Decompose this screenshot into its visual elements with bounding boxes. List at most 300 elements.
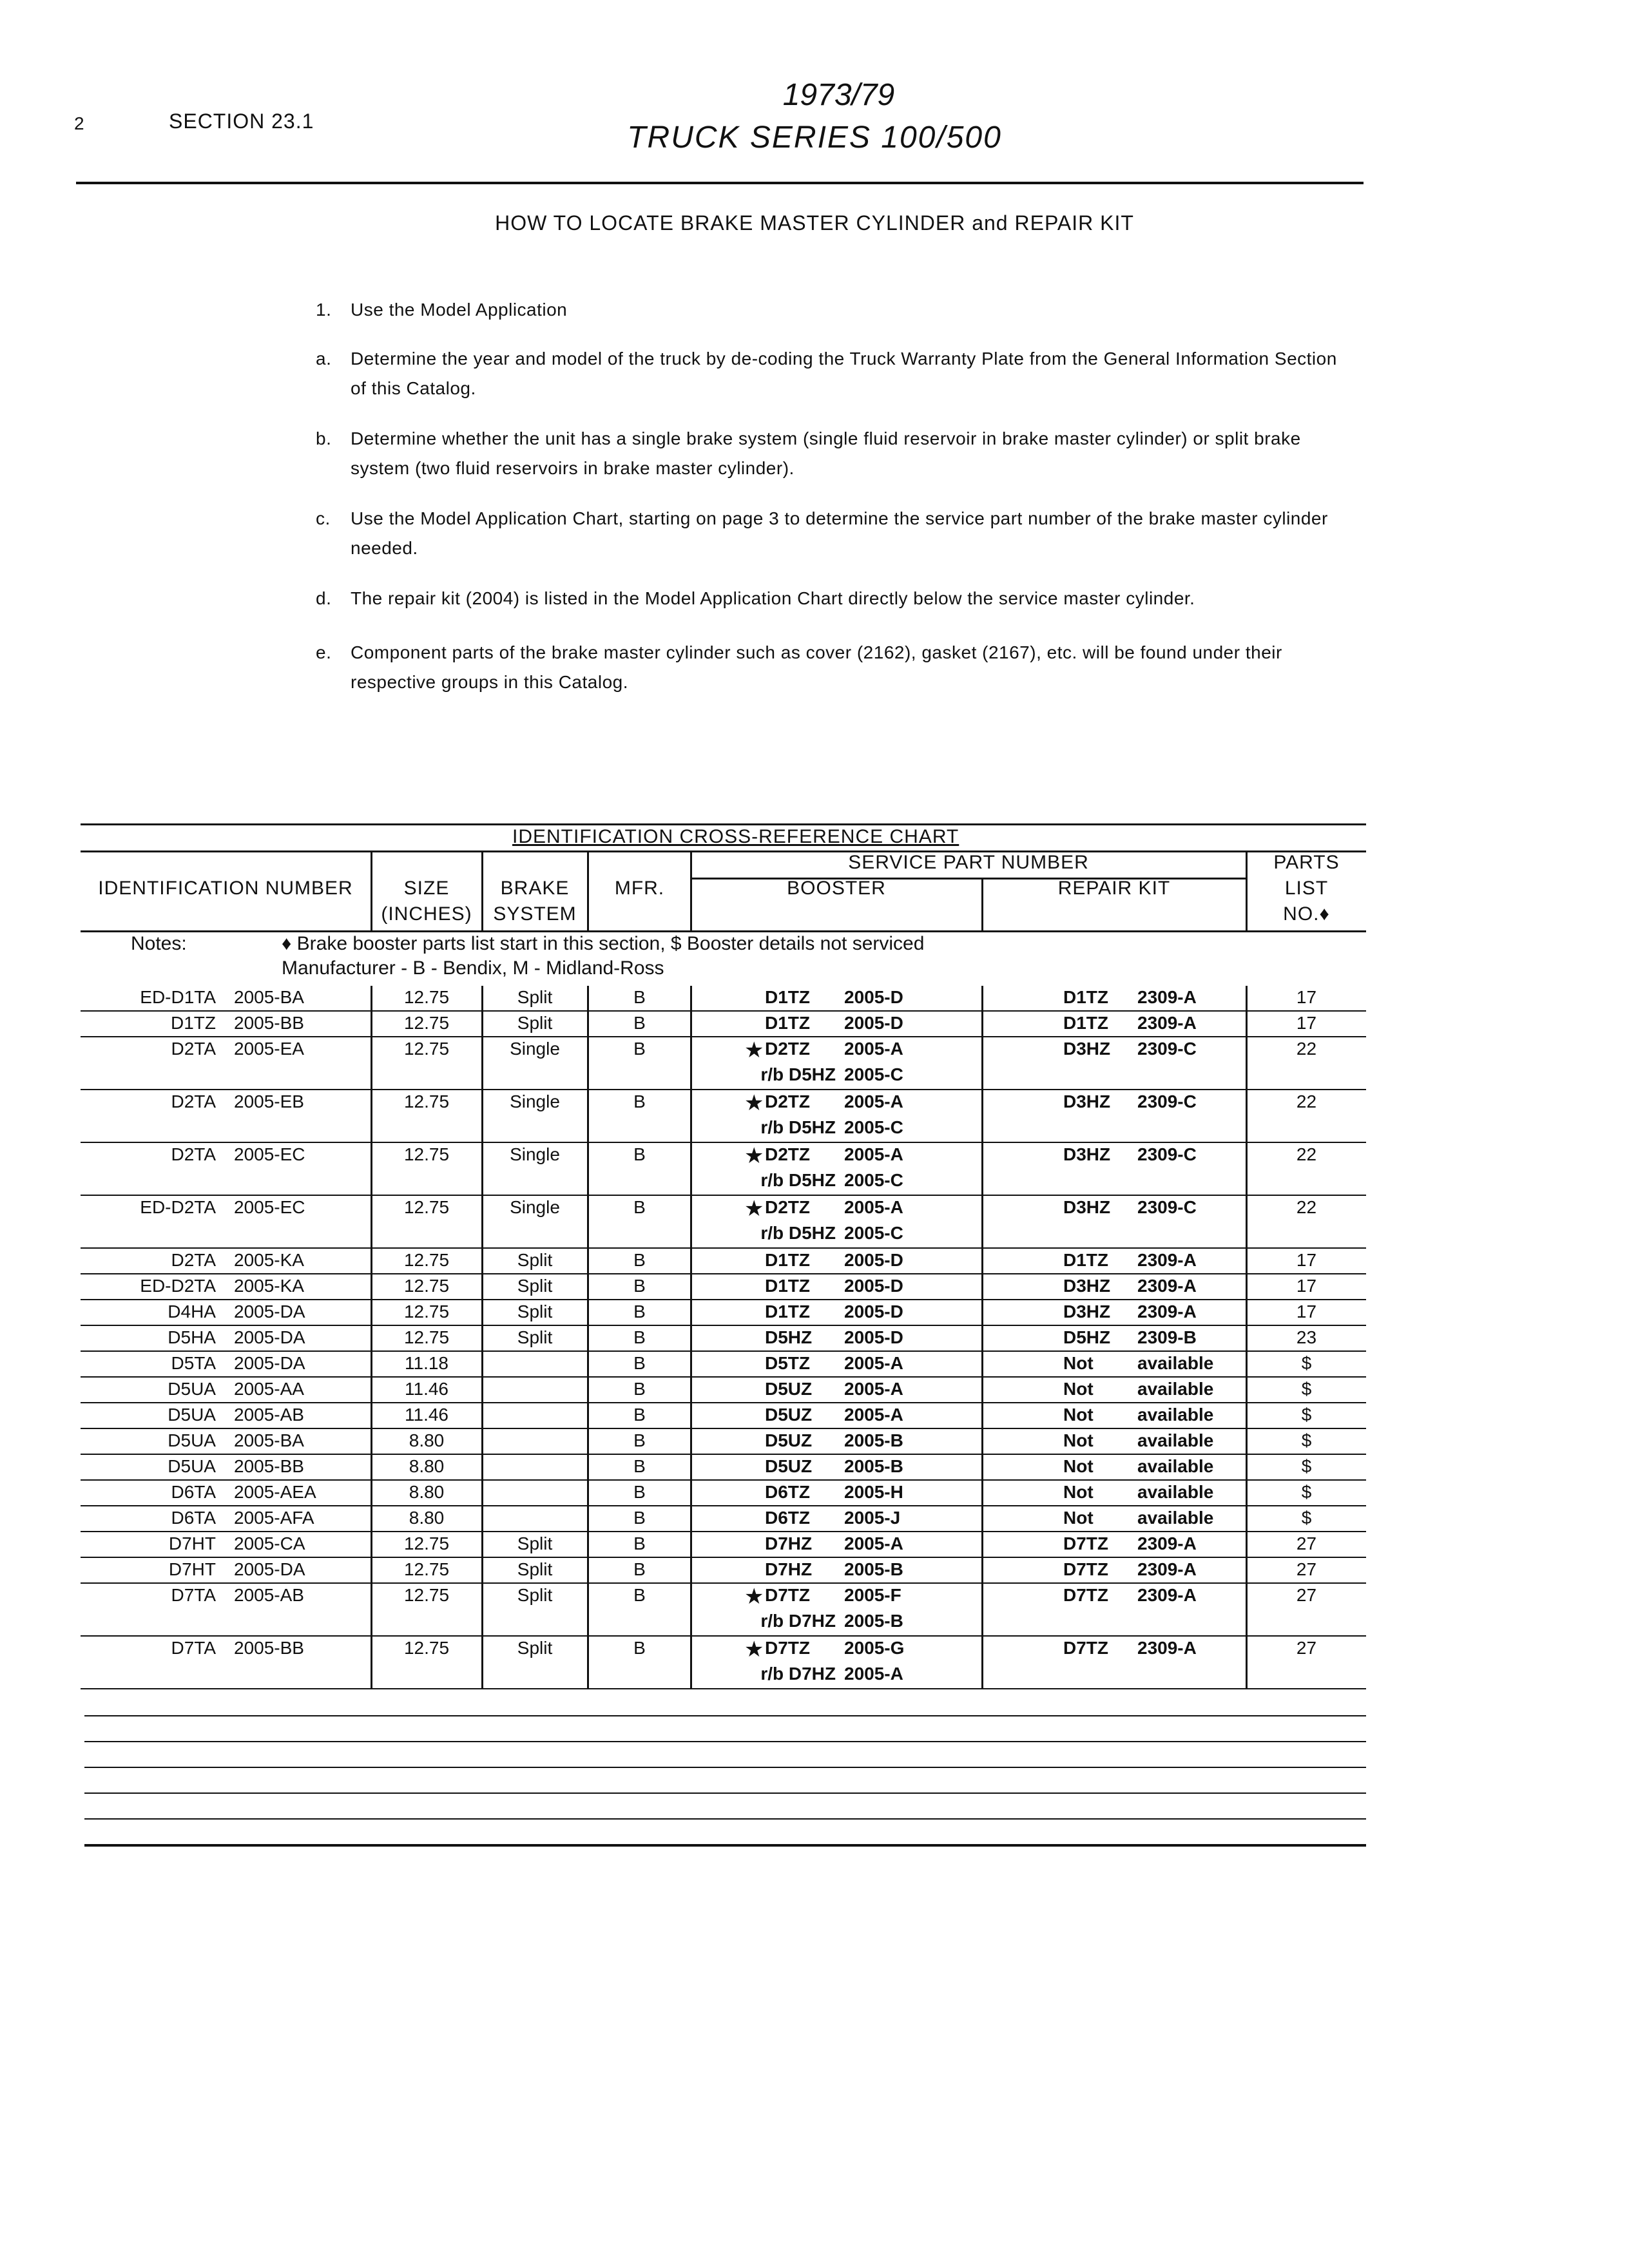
column-line xyxy=(690,1403,692,1429)
col-mfr: MFR. xyxy=(614,878,665,899)
brake-system-value: Single xyxy=(510,1144,560,1164)
column-line xyxy=(587,1584,589,1637)
repair-kit-number: 2309-A xyxy=(1137,987,1197,1007)
star-icon: ★ xyxy=(744,1091,764,1115)
table-row xyxy=(81,1249,1366,1274)
header-bottom-rule xyxy=(81,930,1366,932)
repair-kit-number: 2309-A xyxy=(1137,1276,1197,1296)
booster-rb-prefix: r/b D7HZ xyxy=(760,1611,836,1631)
column-line xyxy=(371,1090,372,1143)
mfr-value: B xyxy=(633,1533,646,1553)
booster-prefix: D1TZ xyxy=(765,1302,810,1321)
column-line xyxy=(587,1637,589,1689)
column-line xyxy=(371,1481,372,1506)
repair-kit-prefix: D7TZ xyxy=(1063,1638,1108,1658)
identification-prefix: D6TA xyxy=(171,1508,216,1528)
col-brake: BRAKE xyxy=(500,878,570,899)
column-line xyxy=(481,1637,483,1689)
column-line xyxy=(981,1403,983,1429)
column-line xyxy=(690,1532,692,1558)
booster-prefix: D7TZ xyxy=(765,1585,810,1605)
booster-prefix: D5UZ xyxy=(765,1430,813,1450)
table-row xyxy=(81,1352,1366,1378)
instruction-d xyxy=(316,584,1347,613)
mfr-value: B xyxy=(633,1327,646,1347)
column-line xyxy=(587,1300,589,1326)
size-value: 12.75 xyxy=(403,1533,450,1553)
booster-prefix: D5HZ xyxy=(765,1327,813,1347)
booster-rb-number: 2005-C xyxy=(844,1064,903,1084)
booster-number: 2005-A xyxy=(844,1533,903,1553)
star-icon: ★ xyxy=(744,1038,764,1062)
repair-kit-prefix: D7TZ xyxy=(1063,1559,1108,1579)
column-line xyxy=(981,986,983,1012)
brake-system-value: Split xyxy=(517,1638,553,1658)
repair-kit-prefix: Not xyxy=(1063,1456,1094,1476)
repair-kit-number: available xyxy=(1137,1353,1214,1373)
parts-list-number: 22 xyxy=(1296,1197,1317,1217)
mfr-value: B xyxy=(633,1302,646,1321)
brake-system-value: Split xyxy=(517,1013,553,1033)
parts-list-number: $ xyxy=(1301,1405,1312,1425)
identification-number: 2005-BB xyxy=(234,1456,304,1476)
column-line xyxy=(981,1506,983,1532)
star-icon: ★ xyxy=(744,1584,764,1609)
table-row xyxy=(81,1558,1366,1584)
column-line xyxy=(690,1249,692,1274)
identification-prefix: D7TA xyxy=(171,1585,216,1605)
size-value: 12.75 xyxy=(403,1091,450,1111)
mfr-value: B xyxy=(633,1197,646,1217)
identification-number: 2005-KA xyxy=(234,1250,304,1270)
parts-list-number: 17 xyxy=(1296,1013,1317,1033)
repair-kit-number: 2309-A xyxy=(1137,1533,1197,1553)
column-line xyxy=(981,1249,983,1274)
booster-number: 2005-D xyxy=(844,1276,903,1296)
star-icon: ★ xyxy=(744,1196,764,1221)
booster-number: 2005-A xyxy=(844,1144,903,1164)
booster-prefix: D6TZ xyxy=(765,1508,810,1528)
column-line xyxy=(587,1326,589,1352)
identification-prefix: D4HA xyxy=(168,1302,216,1321)
booster-number: 2005-D xyxy=(844,1327,903,1347)
repair-kit-prefix: Not xyxy=(1063,1405,1094,1425)
col-identification-number: IDENTIFICATION NUMBER xyxy=(98,878,353,899)
col-parts-no: NO.♦ xyxy=(1283,903,1330,925)
column-line xyxy=(371,1403,372,1429)
identification-prefix: D2TA xyxy=(171,1039,216,1059)
instruction-text: Determine the year and model of the truck by de-coding the Truck Warranty Plate from the General Information Section of this Catalog. xyxy=(351,349,1337,398)
repair-kit-number: 2309-C xyxy=(1137,1091,1197,1111)
instruction-a xyxy=(316,344,1347,403)
mfr-value: B xyxy=(633,987,646,1007)
col-repair-kit: REPAIR KIT xyxy=(1057,878,1171,899)
column-line xyxy=(371,1352,372,1378)
table-row xyxy=(81,1037,1366,1090)
instruction-marker: a. xyxy=(316,349,332,369)
booster-rb-number: 2005-A xyxy=(844,1664,903,1684)
notes-line-1: ♦ Brake booster parts list start in this section, $ Booster details not serviced xyxy=(282,933,925,954)
column-line xyxy=(371,1584,372,1637)
booster-number: 2005-D xyxy=(844,987,903,1007)
column-line xyxy=(371,1196,372,1249)
column-line xyxy=(981,1558,983,1584)
identification-prefix: D5HA xyxy=(168,1327,216,1347)
column-line xyxy=(981,1196,983,1249)
column-line xyxy=(1246,1429,1248,1455)
identification-number: 2005-EC xyxy=(234,1144,305,1164)
booster-number: 2005-G xyxy=(844,1638,905,1658)
parts-list-number: 27 xyxy=(1296,1585,1317,1605)
col-size-unit: (INCHES) xyxy=(381,903,472,925)
column-line xyxy=(1246,1037,1248,1090)
size-value: 12.75 xyxy=(403,1302,450,1321)
blank-rule xyxy=(84,1715,1366,1716)
column-line xyxy=(371,1326,372,1352)
size-value: 12.75 xyxy=(403,1039,450,1059)
identification-prefix: D2TA xyxy=(171,1144,216,1164)
column-line xyxy=(1246,1637,1248,1689)
size-value: 12.75 xyxy=(403,1559,450,1579)
brake-system-value: Split xyxy=(517,1276,553,1296)
column-line xyxy=(690,1274,692,1300)
column-line xyxy=(690,1300,692,1326)
size-value: 8.80 xyxy=(409,1482,445,1502)
repair-kit-number: 2309-A xyxy=(1137,1559,1197,1579)
column-line xyxy=(481,1506,483,1532)
table-row xyxy=(81,1012,1366,1037)
column-line xyxy=(371,1037,372,1090)
identification-prefix: D5UA xyxy=(168,1430,216,1450)
identification-prefix: D7TA xyxy=(171,1638,216,1658)
parts-list-number: 17 xyxy=(1296,987,1317,1007)
instruction-e xyxy=(316,638,1347,697)
brake-system-value: Single xyxy=(510,1091,560,1111)
column-line xyxy=(690,1637,692,1689)
column-line xyxy=(587,1378,589,1403)
table-row xyxy=(81,1429,1366,1455)
header-col-line xyxy=(371,850,372,930)
column-line xyxy=(1246,1584,1248,1637)
identification-prefix: D7HT xyxy=(168,1533,216,1553)
table-row xyxy=(81,1532,1366,1558)
column-line xyxy=(481,1429,483,1455)
repair-kit-prefix: Not xyxy=(1063,1353,1094,1373)
column-line xyxy=(690,1196,692,1249)
column-line xyxy=(587,1143,589,1196)
booster-prefix: D1TZ xyxy=(765,1250,810,1270)
header-col-line xyxy=(1246,850,1248,930)
booster-rb-number: 2005-C xyxy=(844,1170,903,1190)
column-line xyxy=(587,986,589,1012)
column-line xyxy=(690,1352,692,1378)
repair-kit-number: available xyxy=(1137,1430,1214,1450)
column-line xyxy=(1246,1532,1248,1558)
instructions-heading: HOW TO LOCATE BRAKE MASTER CYLINDER and REPAIR KIT xyxy=(495,211,1134,235)
booster-number: 2005-A xyxy=(844,1091,903,1111)
booster-rb-prefix: r/b D5HZ xyxy=(760,1117,836,1137)
booster-rb-number: 2005-B xyxy=(844,1611,903,1631)
instruction-marker: b. xyxy=(316,428,332,448)
repair-kit-prefix: Not xyxy=(1063,1379,1094,1399)
repair-kit-prefix: D3HZ xyxy=(1063,1091,1111,1111)
instruction-text: Determine whether the unit has a single brake system (single fluid reservoir in brake master cylinder) or split brake system (two fluid reservoirs in brake master cylinder). xyxy=(351,428,1301,478)
table-top-rule xyxy=(81,823,1366,825)
header-col-line xyxy=(981,878,983,930)
column-line xyxy=(587,1506,589,1532)
identification-number: 2005-EA xyxy=(234,1039,304,1059)
column-line xyxy=(1246,1300,1248,1326)
column-line xyxy=(481,1143,483,1196)
mfr-value: B xyxy=(633,1638,646,1658)
repair-kit-number: available xyxy=(1137,1379,1214,1399)
booster-rb-number: 2005-C xyxy=(844,1223,903,1243)
header-rule xyxy=(76,182,1364,184)
column-line xyxy=(481,1378,483,1403)
instruction-marker: e. xyxy=(316,642,332,662)
brake-system-value: Single xyxy=(510,1197,560,1217)
column-line xyxy=(587,1012,589,1037)
booster-number: 2005-D xyxy=(844,1302,903,1321)
booster-prefix: D2TZ xyxy=(765,1144,810,1164)
parts-list-number: $ xyxy=(1301,1508,1312,1528)
size-value: 8.80 xyxy=(409,1456,445,1476)
booster-prefix: D5UZ xyxy=(765,1405,813,1425)
page-number: 2 xyxy=(74,113,84,133)
table-title: IDENTIFICATION CROSS-REFERENCE CHART xyxy=(512,826,959,847)
booster-number: 2005-B xyxy=(844,1559,903,1579)
column-line xyxy=(481,1012,483,1037)
identification-number: 2005-EC xyxy=(234,1197,305,1217)
instruction-text: The repair kit (2004) is listed in the Model Application Chart directly below the service master cylinder. xyxy=(351,588,1195,608)
identification-prefix: D7HT xyxy=(168,1559,216,1579)
brake-system-value: Split xyxy=(517,1585,553,1605)
mfr-value: B xyxy=(633,1091,646,1111)
column-line xyxy=(690,1506,692,1532)
table-row xyxy=(81,1300,1366,1326)
identification-number: 2005-BA xyxy=(234,987,304,1007)
size-value: 12.75 xyxy=(403,1276,450,1296)
table-row xyxy=(81,1584,1366,1637)
mfr-value: B xyxy=(633,1379,646,1399)
column-line xyxy=(1246,1196,1248,1249)
size-value: 12.75 xyxy=(403,1638,450,1658)
column-line xyxy=(371,1532,372,1558)
column-line xyxy=(981,1429,983,1455)
star-icon: ★ xyxy=(744,1637,764,1662)
mfr-value: B xyxy=(633,1013,646,1033)
column-line xyxy=(371,1455,372,1481)
column-line xyxy=(1246,1143,1248,1196)
blank-rule xyxy=(84,1818,1366,1820)
repair-kit-number: 2309-C xyxy=(1137,1197,1197,1217)
column-line xyxy=(1246,1012,1248,1037)
repair-kit-prefix: Not xyxy=(1063,1430,1094,1450)
repair-kit-number: 2309-C xyxy=(1137,1039,1197,1059)
instruction-b xyxy=(316,424,1347,483)
column-line xyxy=(481,1584,483,1637)
size-value: 8.80 xyxy=(409,1430,445,1450)
booster-prefix: D5UZ xyxy=(765,1456,813,1476)
header-col-line xyxy=(587,850,589,930)
booster-number: 2005-A xyxy=(844,1039,903,1059)
booster-number: 2005-D xyxy=(844,1250,903,1270)
column-line xyxy=(690,1429,692,1455)
booster-rb-prefix: r/b D5HZ xyxy=(760,1223,836,1243)
booster-number: 2005-D xyxy=(844,1013,903,1033)
identification-prefix: D5UA xyxy=(168,1379,216,1399)
column-line xyxy=(481,1403,483,1429)
mfr-value: B xyxy=(633,1144,646,1164)
size-value: 8.80 xyxy=(409,1508,445,1528)
col-booster: BOOSTER xyxy=(787,878,886,899)
identification-number: 2005-DA xyxy=(234,1302,305,1321)
booster-prefix: D7HZ xyxy=(765,1559,813,1579)
column-line xyxy=(481,1037,483,1090)
identification-prefix: ED-D2TA xyxy=(140,1276,216,1296)
column-line xyxy=(1246,1274,1248,1300)
repair-kit-number: 2309-A xyxy=(1137,1250,1197,1270)
identification-number: 2005-DA xyxy=(234,1559,305,1579)
identification-number: 2005-DA xyxy=(234,1353,305,1373)
column-line xyxy=(981,1532,983,1558)
column-line xyxy=(981,1300,983,1326)
repair-kit-number: 2309-A xyxy=(1137,1302,1197,1321)
column-line xyxy=(587,1403,589,1429)
instruction-marker: 1. xyxy=(316,300,332,320)
identification-prefix: D5UA xyxy=(168,1456,216,1476)
size-value: 12.75 xyxy=(403,1327,450,1347)
brake-system-value: Split xyxy=(517,1302,553,1321)
table-row xyxy=(81,1637,1366,1689)
repair-kit-prefix: D3HZ xyxy=(1063,1197,1111,1217)
parts-list-number: 17 xyxy=(1296,1302,1317,1321)
brake-system-value: Single xyxy=(510,1039,560,1059)
booster-rb-prefix: r/b D5HZ xyxy=(760,1170,836,1190)
column-line xyxy=(1246,1090,1248,1143)
column-line xyxy=(481,1196,483,1249)
column-line xyxy=(1246,1506,1248,1532)
mfr-value: B xyxy=(633,1039,646,1059)
column-line xyxy=(587,1249,589,1274)
col-size: SIZE xyxy=(403,878,450,899)
booster-prefix: D5TZ xyxy=(765,1353,810,1373)
parts-list-number: 27 xyxy=(1296,1638,1317,1658)
identification-number: 2005-AA xyxy=(234,1379,304,1399)
booster-number: 2005-J xyxy=(844,1508,901,1528)
booster-prefix: D7TZ xyxy=(765,1638,810,1658)
repair-kit-number: available xyxy=(1137,1456,1214,1476)
repair-kit-number: 2309-B xyxy=(1137,1327,1197,1347)
size-value: 11.18 xyxy=(405,1353,448,1373)
notes-line-2: Manufacturer - B - Bendix, M - Midland-Ross xyxy=(282,957,664,979)
column-line xyxy=(1246,986,1248,1012)
column-line xyxy=(587,1481,589,1506)
parts-list-number: 22 xyxy=(1296,1144,1317,1164)
column-line xyxy=(690,1558,692,1584)
column-line xyxy=(981,1037,983,1090)
blank-rule xyxy=(84,1767,1366,1768)
column-line xyxy=(981,1143,983,1196)
booster-number: 2005-A xyxy=(844,1405,903,1425)
repair-kit-prefix: D3HZ xyxy=(1063,1302,1111,1321)
col-brake-system: SYSTEM xyxy=(493,903,577,925)
column-line xyxy=(587,1455,589,1481)
column-line xyxy=(587,1429,589,1455)
repair-kit-prefix: Not xyxy=(1063,1482,1094,1502)
instruction-marker: c. xyxy=(316,508,331,528)
identification-number: 2005-AFA xyxy=(234,1508,314,1528)
brake-system-value: Split xyxy=(517,1559,553,1579)
booster-number: 2005-H xyxy=(844,1482,903,1502)
parts-list-number: $ xyxy=(1301,1379,1312,1399)
repair-kit-number: 2309-C xyxy=(1137,1144,1197,1164)
column-line xyxy=(587,1558,589,1584)
notes-label: Notes: xyxy=(131,933,187,954)
table-row xyxy=(81,1196,1366,1249)
booster-prefix: D7HZ xyxy=(765,1533,813,1553)
column-line xyxy=(481,1300,483,1326)
column-line xyxy=(587,1274,589,1300)
identification-number: 2005-AEA xyxy=(234,1482,316,1502)
column-line xyxy=(1246,1352,1248,1378)
identification-number: 2005-BB xyxy=(234,1638,304,1658)
column-line xyxy=(1246,1558,1248,1584)
column-line xyxy=(690,1378,692,1403)
table-row xyxy=(81,1481,1366,1506)
parts-list-number: 27 xyxy=(1296,1559,1317,1579)
table-row xyxy=(81,986,1366,1012)
column-line xyxy=(481,1090,483,1143)
repair-kit-prefix: D7TZ xyxy=(1063,1585,1108,1605)
mfr-value: B xyxy=(633,1508,646,1528)
identification-number: 2005-DA xyxy=(234,1327,305,1347)
column-line xyxy=(371,1637,372,1689)
mfr-value: B xyxy=(633,1430,646,1450)
mfr-value: B xyxy=(633,1456,646,1476)
table-row xyxy=(81,1455,1366,1481)
title-years: 1973/79 xyxy=(782,78,895,112)
identification-prefix: D2TA xyxy=(171,1091,216,1111)
column-line xyxy=(690,986,692,1012)
parts-list-number: 22 xyxy=(1296,1039,1317,1059)
column-line xyxy=(587,1090,589,1143)
identification-prefix: D5TA xyxy=(171,1353,216,1373)
column-line xyxy=(690,1037,692,1090)
booster-number: 2005-F xyxy=(844,1585,901,1605)
parts-list-number: $ xyxy=(1301,1456,1312,1476)
column-line xyxy=(481,1532,483,1558)
star-icon: ★ xyxy=(744,1144,764,1168)
identification-number: 2005-KA xyxy=(234,1276,304,1296)
column-line xyxy=(371,1143,372,1196)
column-line xyxy=(481,1352,483,1378)
repair-kit-prefix: Not xyxy=(1063,1508,1094,1528)
size-value: 12.75 xyxy=(403,1144,450,1164)
identification-number: 2005-BB xyxy=(234,1013,304,1033)
parts-list-number: 22 xyxy=(1296,1091,1317,1111)
table-row xyxy=(81,1090,1366,1143)
table-row xyxy=(81,1506,1366,1532)
column-line xyxy=(1246,1378,1248,1403)
column-line xyxy=(371,1300,372,1326)
column-line xyxy=(690,1090,692,1143)
column-line xyxy=(371,986,372,1012)
mfr-value: B xyxy=(633,1405,646,1425)
brake-system-value: Split xyxy=(517,987,553,1007)
identification-number: 2005-EB xyxy=(234,1091,304,1111)
identification-prefix: D5UA xyxy=(168,1405,216,1425)
